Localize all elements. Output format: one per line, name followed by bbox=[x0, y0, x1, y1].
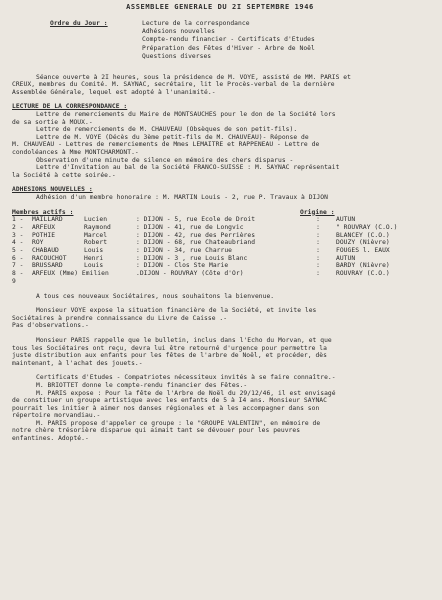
member-separator: : bbox=[316, 262, 320, 270]
text-line: juste distribution aux enfants pour les fêtes de l'arbre de Noël, et procéder, dès bbox=[12, 352, 327, 360]
member-separator: : bbox=[316, 223, 320, 231]
agenda bbox=[50, 20, 428, 62]
member-number: 6 - bbox=[12, 254, 24, 262]
adhesions-section bbox=[12, 186, 428, 201]
text-line: Lettre de M. VOYE (Décès du 3ème petit-fils de M. CHAUVEAU)- Réponse de bbox=[36, 133, 309, 141]
member-surname: CHABAUD bbox=[32, 247, 59, 255]
member-separator: : bbox=[316, 239, 320, 247]
text-line: Lettre de remerciements de M. CHAUVEAU (Obsèques de son petit-fils). bbox=[36, 126, 298, 134]
text-line: enfantines. Adopté.- bbox=[12, 435, 89, 443]
member-address: : DIJON - Clos Ste Marie bbox=[136, 262, 229, 270]
member-firstname: Henri bbox=[84, 254, 104, 262]
member-origin: " ROUVRAY (C.O.) bbox=[336, 223, 398, 231]
agenda-item: Adhésions nouvelles bbox=[142, 28, 215, 35]
member-number: 8 - bbox=[12, 270, 24, 278]
member-address: .DIJON - ROUVRAY (Côte d'Or) bbox=[136, 270, 244, 278]
member-origin: BLANCEY (C.O.) bbox=[336, 231, 390, 239]
member-separator: : bbox=[316, 270, 320, 278]
member-separator: : bbox=[316, 216, 320, 224]
agenda-label: Ordre du Jour : bbox=[50, 19, 108, 27]
members-header bbox=[12, 209, 428, 217]
member-separator: : bbox=[316, 247, 320, 255]
agenda-item: Lecture de la correspondance bbox=[142, 19, 250, 27]
member-origin: BARDY (Nièvre) bbox=[336, 262, 390, 270]
text-line: Séance ouverte à 2I heures, sous la présidence de M. VOYE, assisté de MM. PARIS et bbox=[36, 73, 351, 81]
correspondence-heading: LECTURE DE LA CORRESPONDANCE : bbox=[12, 103, 128, 111]
member-number: 1 - bbox=[12, 216, 24, 224]
text-line: pourrait les initier à aimer nos danses régionales et à les accompagner dans son bbox=[12, 404, 320, 412]
member-address: : DIJON - 42, rue des Perrières bbox=[136, 231, 256, 239]
agenda-item: Questions diverses bbox=[142, 53, 212, 61]
text-line: la Société à cette soirée.- bbox=[12, 171, 116, 179]
member-number: 2 - bbox=[12, 223, 24, 231]
member-number: 5 - bbox=[12, 247, 24, 255]
member-origin bbox=[336, 278, 426, 286]
member-row bbox=[12, 224, 428, 232]
text-line: Assemblée Générale, lequel est adopté à l'unanimité.- bbox=[12, 88, 216, 96]
document-title: ASSEMBLEE GENERALE DU 2I SEPTEMBRE 1946 bbox=[126, 3, 314, 11]
member-origin: AUTUN bbox=[336, 216, 356, 224]
member-surname: MAILLARD bbox=[32, 216, 63, 224]
text-line: répertoire morvandiau.- bbox=[12, 412, 101, 420]
member-firstname: Louis bbox=[84, 247, 104, 255]
agenda-items bbox=[142, 20, 315, 62]
text-line: M. PARIS expose : Pour la fête de l'Arbre de Noël du 29/12/46, il est envisagé bbox=[36, 389, 336, 397]
member-firstname: Lucien bbox=[84, 216, 108, 224]
member-address: : DIJON - 34, rue Charrue bbox=[136, 247, 233, 255]
member-surname: RACOUCHOT bbox=[32, 254, 67, 262]
text-line: M. PARIS propose d'appeler ce groupe : le "GROUPE VALENTIN", en mémoire de bbox=[36, 419, 321, 427]
member-address: : DIJON - 41, rue de Longvic bbox=[136, 223, 244, 231]
member-separator: : bbox=[316, 231, 320, 239]
member-row bbox=[12, 262, 428, 270]
text-line: Lettre de remerciements du Maire de MONTSAUCHES pour le don de la Société lors bbox=[36, 111, 336, 118]
member-row bbox=[12, 239, 428, 247]
member-surname bbox=[32, 278, 84, 286]
members-heading: Membres actifs : bbox=[12, 208, 74, 216]
financial-paragraph bbox=[12, 307, 428, 330]
text-line: maintenant, à l'achat des jouets.- bbox=[12, 359, 143, 367]
text-line: Adhésion d'un membre honoraire : M. MARTIN Louis - 2, rue P. Travaux à DIJON bbox=[36, 193, 328, 201]
agenda-item: Compte-rendu financier - Certificats d'Etudes bbox=[142, 36, 315, 44]
member-surname: POTHIE bbox=[32, 231, 56, 239]
member-surname: BRUSSARD bbox=[32, 262, 63, 270]
certificats-paragraph bbox=[12, 374, 428, 442]
member-firstname: Louis bbox=[84, 262, 104, 270]
member-firstname bbox=[84, 270, 136, 278]
member-firstname: Raymond bbox=[84, 223, 111, 231]
text-line: de sa sortie à MOUX.- bbox=[12, 118, 93, 126]
member-number: 9 bbox=[12, 277, 16, 285]
member-origin: AUTUN bbox=[336, 254, 356, 262]
text-line: M. BRIOTTET donne le compte-rendu financier des Fêtes.- bbox=[36, 381, 248, 389]
member-number: 4 - bbox=[12, 239, 24, 247]
member-rows bbox=[12, 216, 428, 285]
member-row bbox=[12, 270, 428, 278]
member-surname: ARFEUX (Mme) Emilien bbox=[32, 270, 109, 278]
text-line: Monsieur VOYE expose la situation financière de la Société, et invite les bbox=[36, 307, 317, 315]
welcome-paragraph bbox=[12, 293, 428, 301]
text-line: tous les Sociétaires ont reçu, devra lui être retourné d'urgence pour permettre la bbox=[12, 344, 327, 352]
member-address: : DIJON - 3 , rue Louis Blanc bbox=[136, 254, 248, 262]
text-line: A tous ces nouveaux Sociétaires, nous souhaitons la bienvenue. bbox=[36, 292, 275, 300]
member-number: 3 - bbox=[12, 231, 24, 239]
text-line: Sociétaires à prendre connaissance du Livre de Caisse .- bbox=[12, 314, 228, 322]
member-row bbox=[12, 247, 428, 255]
text-line: M. CHAUVEAU - Lettres de remerciements de Mmes LEMAITRE et RAPPENEAU - Lettre de bbox=[12, 141, 320, 149]
text-line: notre chère trésorière disparue qui aimait tant se dévouer pour les peuvres bbox=[12, 427, 301, 435]
member-separator bbox=[300, 278, 336, 286]
member-address: : DIJON - 5, rue Ecole de Droit bbox=[136, 216, 256, 224]
text-line: condoléances à Mme MONTCHARMONT.- bbox=[12, 148, 139, 156]
member-separator: : bbox=[316, 254, 320, 262]
member-number: 7 - bbox=[12, 262, 24, 270]
adhesions-heading: ADHESIONS NOUVELLES : bbox=[12, 186, 93, 194]
member-origin: DOUZY (Nièvre) bbox=[336, 239, 390, 247]
text-line: Certificats d'Etudes - Compatriotes nécessiteux invités à se faire connaître.- bbox=[36, 374, 336, 382]
agenda-item: Préparation des Fêtes d'Hiver - Arbre de Noël bbox=[142, 44, 315, 52]
members-table bbox=[12, 209, 428, 286]
opening-paragraph bbox=[12, 74, 428, 97]
member-firstname: Robert bbox=[84, 239, 108, 247]
paris-paragraph bbox=[12, 337, 428, 367]
text-line: Observation d'une minute de silence en mémoire des chers disparus - bbox=[36, 156, 294, 164]
origin-header: Origine : bbox=[300, 208, 335, 216]
member-address bbox=[136, 278, 300, 286]
member-row bbox=[12, 216, 428, 224]
member-firstname: Marcel bbox=[84, 231, 108, 239]
member-surname: ROY bbox=[32, 239, 44, 247]
text-line: Lettre d'Invitation au bal de la Société FRANCO-SUISSE : M. SAYNAC représentait bbox=[36, 164, 340, 172]
text-line: Monsieur PARIS rappelle que le bulletin, inclus dans l'Echo du Morvan, et que bbox=[36, 336, 332, 344]
text-line: CREUX, membres du Comité. M. SAYNAC, secrétaire, lit le Procès-verbal de la dernière bbox=[12, 81, 335, 89]
correspondence-section bbox=[12, 103, 428, 179]
text-line: Pas d'observations.- bbox=[12, 322, 89, 330]
member-firstname bbox=[84, 278, 136, 286]
member-origin: FOUGES l. EAUX bbox=[336, 247, 390, 255]
member-surname: ARFEUX bbox=[32, 223, 56, 231]
member-origin: ROUVRAY (C.O.) bbox=[336, 270, 390, 278]
member-address: : DIJON - 68, rue Chateaubriand bbox=[136, 239, 256, 247]
text-line: de constituer un groupe artistique avec les enfants de 5 à I4 ans. Monsieur SAYNAC bbox=[12, 397, 327, 405]
member-row bbox=[12, 278, 428, 286]
